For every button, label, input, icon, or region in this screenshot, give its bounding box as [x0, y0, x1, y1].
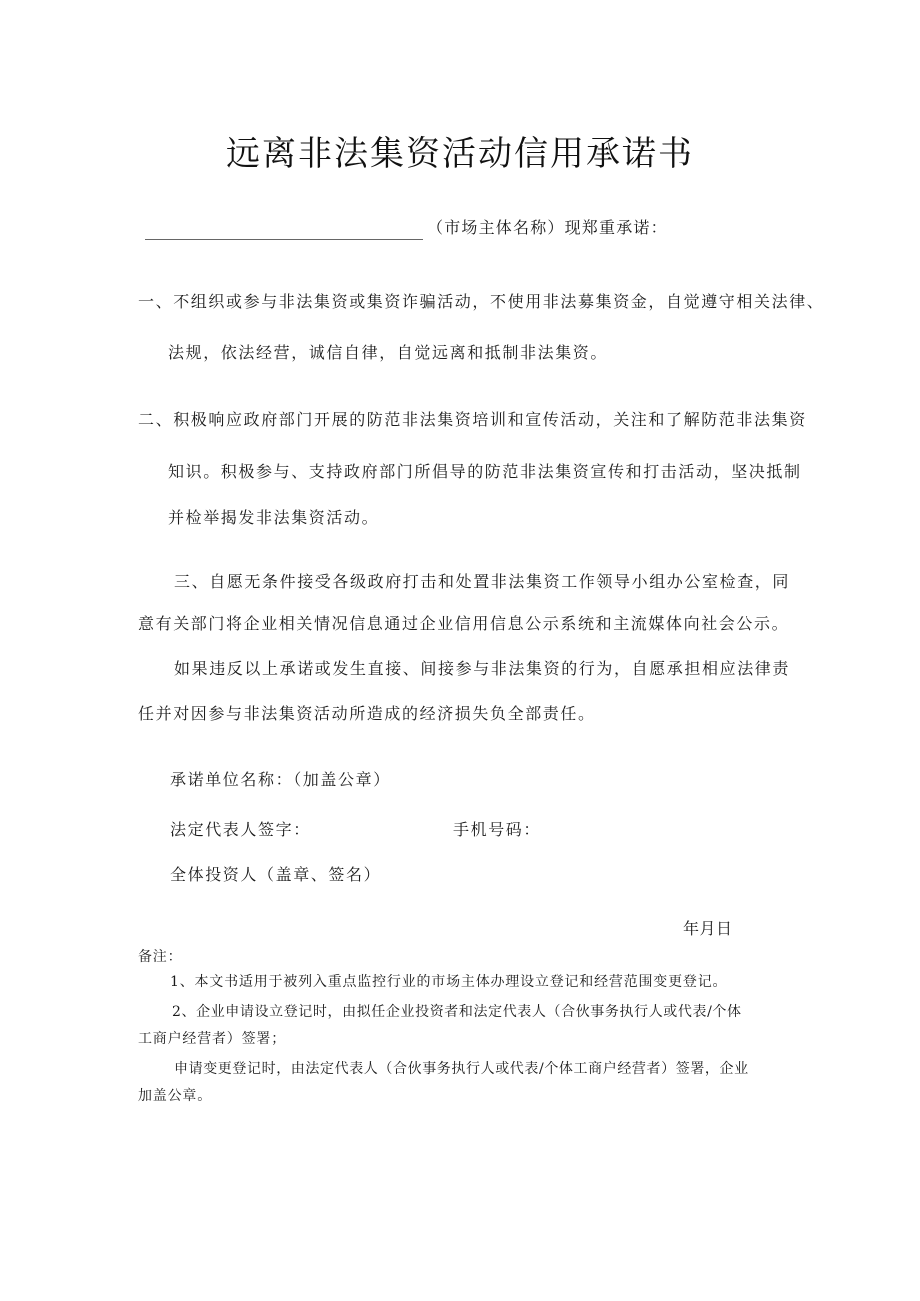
note-1: 1、本文书适用于被列入重点监控行业的市场主体办理设立登记和经营范围变更登记。 [170, 974, 728, 990]
clause-two-line-1: 二、积极响应政府部门开展的防范非法集资培训和宣传活动，关注和了解防范非法集资 [138, 410, 807, 429]
unit-name-line: 承诺单位名称：（加盖公章） [170, 770, 391, 789]
clause-three-line-1: 三、自愿无条件接受各级政府打击和处置非法集资工作领导小组办公室检查，同 [174, 572, 791, 591]
clause-two-line-2: 知识。积极参与、支持政府部门所倡导的防范非法集资宣传和打击活动，坚决抵制 [168, 462, 802, 481]
investors-signature-line: 全体投资人（盖章、签名） [170, 865, 382, 884]
clause-three-line-2: 意有关部门将企业相关情况信息通过企业信用信息公示系统和主流媒体向社会公示。 [138, 614, 790, 633]
note-3-line-2: 加盖公章。 [138, 1088, 212, 1104]
document-title: 远离非法集资活动信用承诺书 [226, 134, 694, 174]
notes-label: 备注： [138, 949, 183, 965]
note-2-line-1: 2、企业申请设立登记时，由拟任企业投资者和法定代表人（合伙事务执行人或代表/个体 [172, 1004, 742, 1020]
legal-rep-signature-label: 法定代表人签字： [170, 820, 311, 839]
market-entity-name-blank [145, 221, 423, 240]
clause-two-line-3: 并检举揭发非法集资活动。 [168, 508, 380, 527]
note-2-line-2: 工商户经营者）签署； [138, 1031, 286, 1047]
violation-line-2: 任并对因参与非法集资活动所造成的经济损失负全部责任。 [138, 704, 596, 723]
date-line: 年月日 [683, 919, 733, 938]
intro-line [145, 216, 668, 240]
phone-number-label: 手机号码： [453, 820, 542, 839]
clause-one-line-2: 法规，依法经营，诚信自律，自觉远离和抵制非法集资。 [168, 343, 609, 362]
note-3-line-1: 申请变更登记时，由法定代表人（合伙事务执行人或代表/个体工商户经营者）签署，企业 [174, 1061, 749, 1077]
intro-text: （市场主体名称）现郑重承诺： [427, 218, 668, 237]
violation-line-1: 如果违反以上承诺或发生直接、间接参与非法集资的行为，自愿承担相应法律责 [174, 659, 791, 678]
clause-one-line-1: 一、不组织或参与非法集资或集资诈骗活动，不使用非法募集资金，自觉遵守相关法律、 [138, 292, 825, 311]
